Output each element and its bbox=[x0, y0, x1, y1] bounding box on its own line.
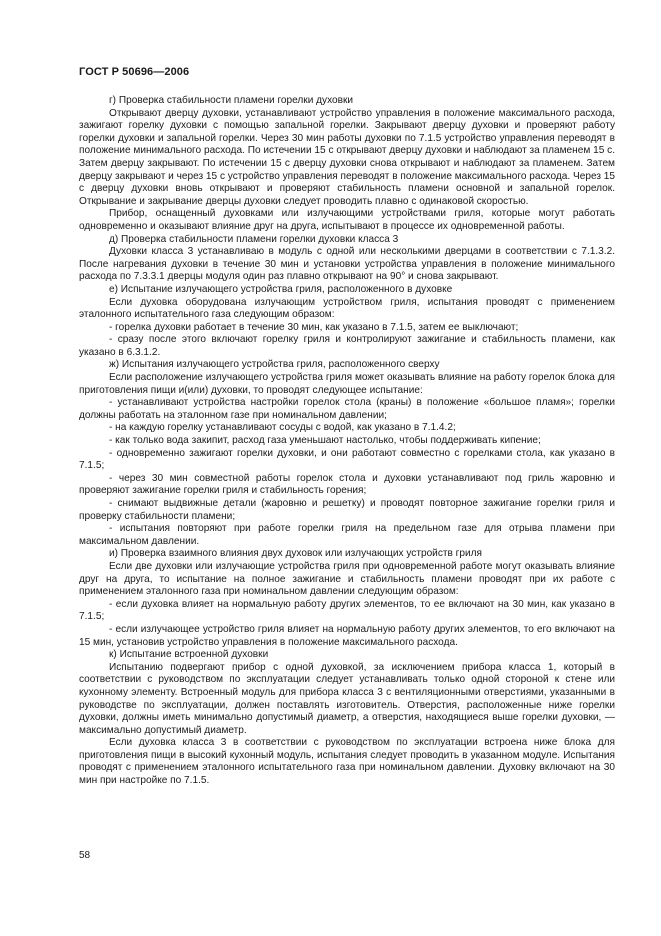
list-item: - одновременно зажигают горелки духовки, и они работают совместно с горелками стола, как указано в 7.1.5; bbox=[79, 447, 615, 472]
paragraph: Если духовка класса 3 в соответствии с руководством по эксплуатации встроена ниже блока для приготовления пищи в высокий кухонный модуль, испытания следует проводить в указанном модуле. Испытания проводят с применением эталонного испытательного газа при номинальном давлении. Духовку включают на 30 мин при настройке по 7.1.5. bbox=[79, 737, 615, 787]
list-item: - устанавливают устройства настройки горелок стола (краны) в положение «большое пламя»; горелки должны работать на эталонном газе при номинальном давлении; bbox=[79, 397, 615, 421]
document-header: ГОСТ Р 50696—2006 bbox=[79, 66, 190, 78]
list-item: - через 30 мин совместной работы горелок стола и духовки устанавливают под гриль жаровню и проверяют зажигание горелки гриля и стабильность горения; bbox=[79, 472, 615, 497]
heading-oven-flame-stability: г) Проверка стабильности пламени горелки духовки bbox=[109, 95, 354, 106]
paragraph: Духовки класса 3 устанавливаю в модуль с одной или несколькими дверцами в соответствии с 7.1.3.2. После нагревания духовки в течение 30 мин и установки устройства управления в положение минимального расхода по 7.3.3.1 дверцы модуля один раз плавно открывают на 90° и снова закрывают. bbox=[79, 246, 615, 283]
heading-built-in-oven: к) Испытание встроенной духовки bbox=[109, 649, 269, 661]
list-item: - если излучающее устройство гриля влияет на нормальную работу других элементов, то его включают на 15 мин, установив устройство управления в положение максимального расхода. bbox=[79, 623, 615, 648]
page-number: 58 bbox=[79, 850, 91, 861]
list-item: - испытания повторяют при работе горелки гриля на предельном газе для отрыва пламени при максимальном давлении. bbox=[79, 523, 615, 547]
paragraph: Испытанию подвергают прибор с одной духовкой, за исключением прибора класса 1, который в соответствии с руководством по эксплуатации следует устанавливать только одной стороной к стене или кухонному элементу. Встроенный модуль для прибора класса 3 с вентиляционными отверстиями, указанными в руководстве по эксплуатации, должен поставлять изготовитель. Отверстия, расположенные ниже горелки духовки, должны иметь минимально допустимый диаметр, а отверстия, находящиеся выше горелки духовки, — максимально допустимый диаметр. bbox=[79, 661, 615, 736]
heading-mutual-influence: и) Проверка взаимного влияния двух духовок или излучающих устройств гриля bbox=[109, 548, 482, 560]
paragraph: Если духовка оборудована излучающим устройством гриля, испытания проводят с применением эталонного испытательного газа следующим образом: bbox=[79, 296, 615, 321]
heading-grill-on-top: ж) Испытания излучающего устройства гриля, расположенного сверху bbox=[109, 359, 440, 371]
paragraph: Если две духовки или излучающие устройства гриля при одновременной работе могут оказывать влияние друг на друга, то испытание на полное зажигание и стабильность пламени проводят при их работе с применением эталонного газа при номинальном давлении следующим образом: bbox=[79, 560, 615, 598]
list-item: - снимают выдвижные детали (жаровню и решетку) и проводят повторное зажигание горелки гриля и проверку стабильности пламени; bbox=[79, 498, 615, 522]
paragraph: Если расположение излучающего устройства гриля может оказывать влияние на работу горелок блока для приготовления пищи и(или) духовки, то проводят следующее испытание: bbox=[79, 372, 615, 396]
list-item: - как только вода закипит, расход газа уменьшают настолько, чтобы поддерживать кипение; bbox=[109, 435, 541, 447]
list-item: - на каждую горелку устанавливают сосуды с водой, как указано в 7.1.4.2; bbox=[109, 422, 456, 434]
list-item: - сразу после этого включают горелку гриля и контролируют зажигание и стабильность пламени, как указано в 6.3.1.2. bbox=[79, 334, 615, 358]
heading-class3-oven-flame-stability: д) Проверка стабильности пламени горелки духовки класса 3 bbox=[109, 233, 399, 245]
document-body bbox=[79, 95, 615, 788]
heading-grill-in-oven: е) Испытание излучающего устройства гриля, расположенного в духовке bbox=[109, 283, 453, 295]
list-item: - горелка духовки работает в течение 30 мин, как указано в 7.1.5, затем ее выключают; bbox=[109, 321, 519, 333]
list-item: - если духовка влияет на нормальную работу других элементов, то ее включают на 30 мин, как указано в 7.1.5; bbox=[79, 598, 615, 623]
paragraph: Открывают дверцу духовки, устанавливают устройство управления в положение максимального расхода, зажигают горелку духовки с помощью запальной горелки. Закрывают дверцу духовки и проверяют работу горелки духовки и запальной горелки. Через 30 мин работы духовки по 7.1.5 устройство управления переводят в положение минимального расхода. По истечении 15 с открывают дверцу духовки и наблюдают за пламенем 15 с. Затем дверцу закрывают. По истечении 15 с дверцу духовки снова открывают и наблюдают за пламенем. Затем дверцу закрывают и через 15 с устройство управления переводят в положение максимального расхода. Через 15 с дверцу духовки вновь открывают и проверяют стабильность пламени основной и запальной горелок. Открывание и закрывание дверцы духовки следует проводить плавно с одинаковой скоростью. bbox=[79, 107, 615, 207]
paragraph: Прибор, оснащенный духовками или излучающими устройствами гриля, которые могут работать одновременно и оказывают влияние друг на друга, испытывают в процессе их одновременной работы. bbox=[79, 208, 615, 232]
